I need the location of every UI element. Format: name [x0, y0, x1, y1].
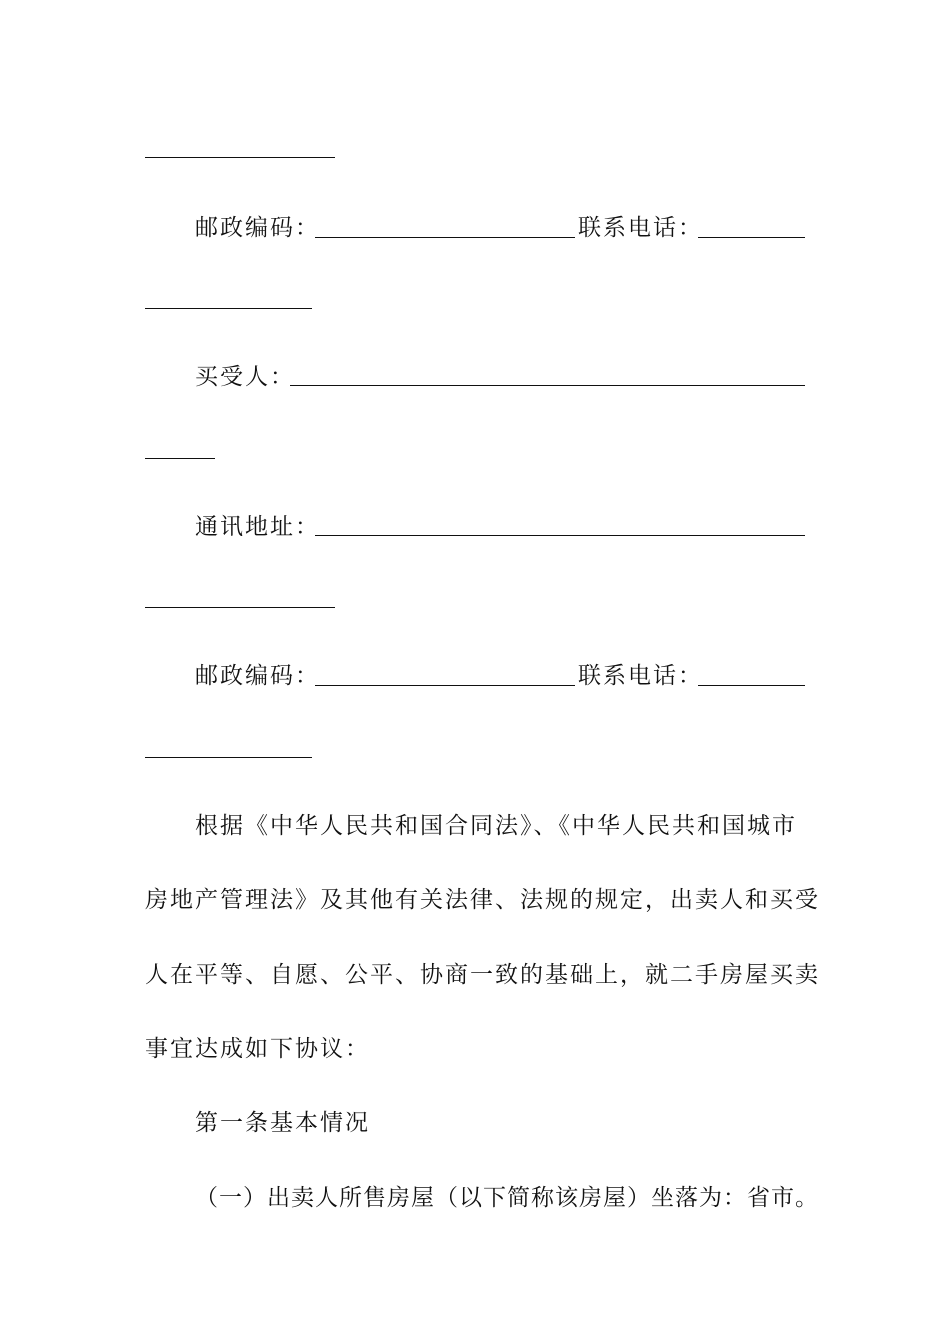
article-1-item-1: （一）出卖人所售房屋（以下简称该房屋）坐落为：省市。 — [195, 1185, 819, 1211]
buyer-phone-label: 联系电话： — [578, 663, 703, 689]
seller-phone-blank[interactable] — [698, 237, 805, 238]
buyer-address-blank-continuation[interactable] — [145, 607, 335, 608]
buyer-phone-blank[interactable] — [698, 685, 805, 686]
preamble-line-3: 人在平等、自愿、公平、协商一致的基础上，就二手房屋买卖 — [145, 962, 820, 988]
buyer-name-blank[interactable] — [290, 385, 805, 386]
preamble-line-4: 事宜达成如下协议： — [145, 1036, 370, 1062]
seller-phone-label: 联系电话： — [578, 215, 703, 241]
preamble-line-1: 根据《中华人民共和国合同法》、《中华人民共和国城市 — [195, 813, 797, 839]
buyer-postcode-label: 邮政编码： — [195, 663, 320, 689]
seller-phone-blank-continuation[interactable] — [145, 308, 312, 309]
seller-postcode-blank[interactable] — [315, 237, 575, 238]
buyer-name-blank-continuation[interactable] — [145, 458, 215, 459]
buyer-address-blank[interactable] — [315, 535, 805, 536]
buyer-address-label: 通讯地址： — [195, 514, 320, 540]
article-1-title: 第一条基本情况 — [195, 1110, 370, 1136]
seller-postcode-label: 邮政编码： — [195, 215, 320, 241]
preamble-line-2: 房地产管理法》及其他有关法律、法规的规定，出卖人和买受 — [145, 887, 820, 913]
buyer-postcode-blank[interactable] — [315, 685, 575, 686]
buyer-phone-blank-continuation[interactable] — [145, 757, 312, 758]
address-blank-continuation[interactable] — [145, 157, 335, 158]
buyer-label: 买受人： — [195, 364, 295, 390]
